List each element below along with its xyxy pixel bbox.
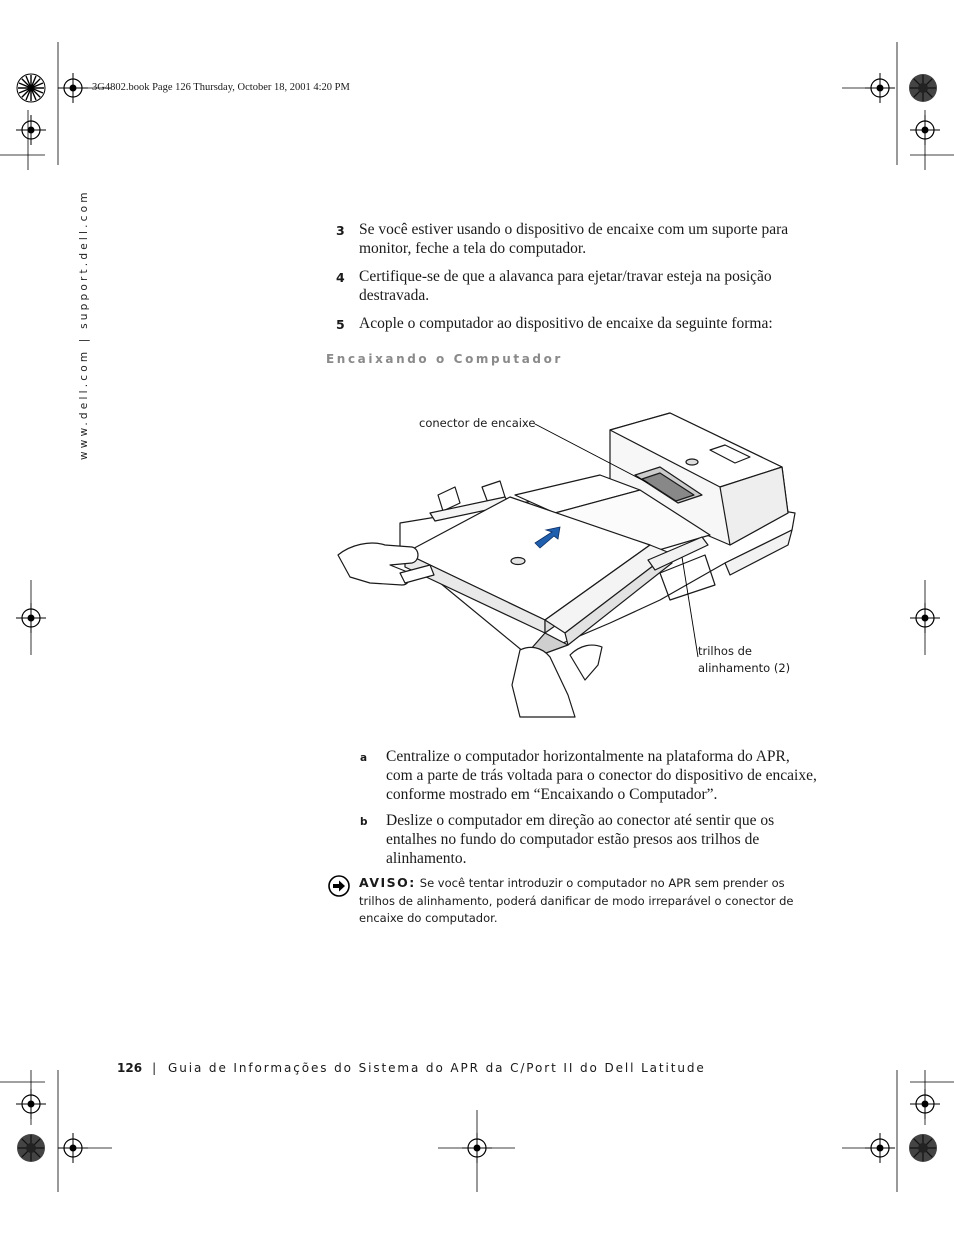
substep-b — [360, 811, 820, 868]
step-3 — [336, 220, 816, 258]
sidebar-url: www.dell.com | support.dell.com — [78, 189, 90, 460]
label-alignment-rails-line2: alinhamento (2) — [698, 661, 791, 675]
substep-text: Deslize o computador em direção ao conector até sentir que os entalhes no fundo do computador estão presos aos trilhos de alinhamento. — [386, 812, 775, 867]
substep-letter: b — [360, 816, 368, 828]
figure-caption: Encaixando o Computador — [326, 352, 563, 366]
step-text: Se você estiver usando o dispositivo de encaixe com um suporte para monitor, feche a tela do computador. — [359, 221, 789, 257]
footer-title: Guia de Informações do Sistema do APR da C/Port II do Dell Latitude — [168, 1061, 706, 1075]
label-docking-connector: conector de encaixe — [419, 416, 536, 430]
book-info-header: 3G4802.book Page 126 Thursday, October 18, 2001 4:20 PM — [92, 82, 350, 93]
footer-separator: | — [152, 1061, 159, 1075]
notice-arrow-icon — [328, 875, 350, 897]
notice-label: AVISO: — [359, 875, 416, 890]
substep-letter: a — [360, 752, 368, 764]
step-4 — [336, 267, 816, 305]
page-number: 126 — [117, 1061, 143, 1075]
step-5 — [336, 314, 816, 333]
step-number: 3 — [336, 223, 345, 238]
step-number: 5 — [336, 317, 345, 332]
notice-text: Se você tentar introduzir o computador no APR sem prender os trilhos de alinhamento, poderá danificar de modo irreparável o conector de encaixe do computador. — [359, 876, 794, 925]
page-footer — [117, 1061, 706, 1075]
step-text: Acople o computador ao dispositivo de encaixe da seguinte forma: — [359, 315, 773, 332]
step-text: Certifique-se de que a alavanca para ejetar/travar esteja na posição destravada. — [359, 268, 772, 304]
notice-block — [328, 874, 798, 928]
step-number: 4 — [336, 270, 345, 285]
substep-text: Centralize o computador horizontalmente na plataforma do APR, com a parte de trás voltada para o conector do dispositivo de encaixe, conforme mostrado em “Encaixando o Computador”. — [386, 748, 817, 803]
label-alignment-rails-line1: trilhos de — [698, 644, 752, 658]
substep-a — [360, 747, 820, 804]
